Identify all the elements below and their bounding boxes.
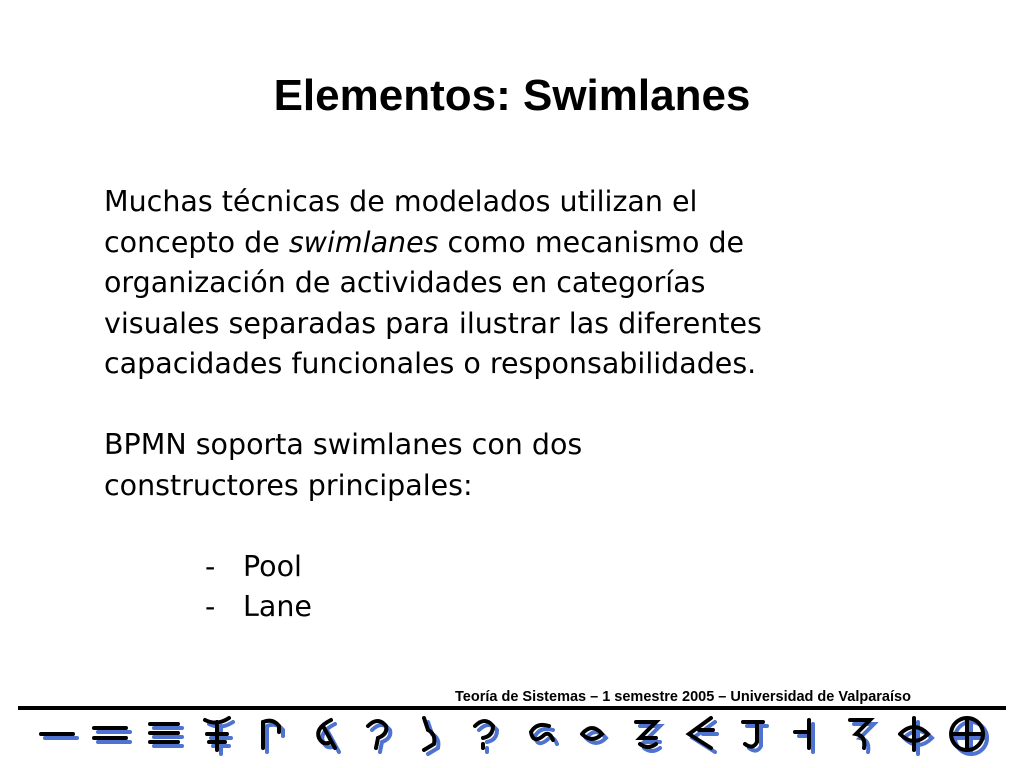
intro-line-3: organización de actividades en categorías <box>104 266 706 299</box>
glyph-shadow-4 <box>209 722 233 754</box>
glyph-strip-svg <box>30 712 994 762</box>
glyph-10 <box>531 725 553 740</box>
list-item <box>205 547 984 588</box>
glyph-15 <box>795 720 809 748</box>
intro-line-1: Muchas técnicas de modelados utilizan el <box>104 185 698 218</box>
paragraph-bpmn-support <box>104 425 984 506</box>
intro-line-4: visuales separadas para ilustrar las diferentes <box>104 306 762 340</box>
constructor-list <box>104 547 984 628</box>
glyph-shadow-layer <box>45 722 987 754</box>
intro-line-2-emphasis: swimlanes <box>288 225 439 259</box>
bullet-dash: - <box>205 549 216 583</box>
decorative-glyph-strip <box>30 712 994 762</box>
slide-title: Elementos: Swimlanes <box>273 71 751 120</box>
glyph-18 <box>951 718 983 750</box>
slide-body <box>104 182 984 628</box>
bpmn-line-2: constructores principales: <box>104 468 473 502</box>
list-item-label: Pool <box>243 549 302 583</box>
bullet-dash: - <box>205 590 216 623</box>
intro-line-2a: concepto de <box>104 225 289 259</box>
footer-divider <box>18 706 1006 710</box>
paragraph-swimlanes-intro <box>104 182 984 385</box>
bpmn-line-1: BPMN soporta swimlanes con dos <box>104 428 583 461</box>
footer-caption: Teoría de Sistemas – 1 semestre 2005 – Universidad de Valparaíso <box>455 689 911 705</box>
list-item-label: Lane <box>243 590 312 623</box>
intro-line-5: capacidades funcionales o responsabilidades. <box>104 347 757 380</box>
intro-line-2b: como mecanismo de <box>438 225 745 259</box>
list-item <box>205 587 984 628</box>
